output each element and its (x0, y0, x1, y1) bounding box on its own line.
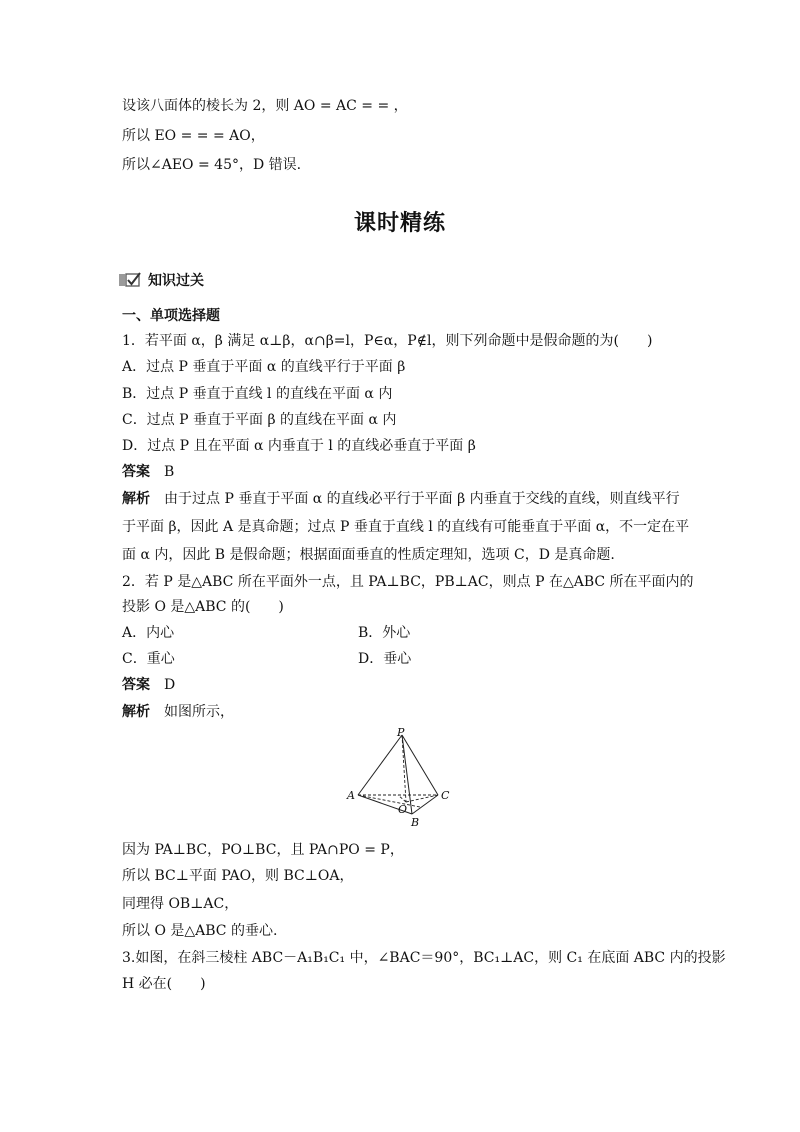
answer-label: 答案 (122, 677, 150, 693)
q2-proof-line-3: 同理得 OB⊥AC， (122, 896, 239, 912)
label-p: P (397, 727, 405, 739)
q1-analysis-line-3: 面 α 内，因此 B 是假命题；根据面面垂直的性质定理知，选项 C，D 是真命题. (122, 547, 615, 563)
analysis-text: 由于过点 P 垂直于平面 α 的直线必平行于平面 β 内垂直于交线的直线，则直线平行 (164, 491, 680, 507)
analysis-label: 解析 (122, 704, 150, 720)
q3-stem-line-2: H 必在( ) (122, 976, 206, 992)
edge-pc (402, 735, 438, 795)
checkbox-icon (118, 272, 142, 288)
q1-option-b: B．过点 P 垂直于直线 l 的直线在平面 α 内 (122, 386, 393, 402)
q2-stem-line-1: 2．若 P 是△ABC 所在平面外一点，且 PA⊥BC，PB⊥AC，则点 P 在△ABC 所在平面内的 (122, 574, 694, 590)
page-title: 课时精练 (353, 211, 446, 236)
q3-stem-line-1: 3.如图，在斜三棱柱 ABC－A₁B₁C₁ 中，∠BAC＝90°，BC₁⊥AC，则 C₁ 在底面 ABC 内的投影 (122, 950, 726, 966)
label-o: O (398, 803, 408, 816)
section-label: 知识过关 (148, 273, 204, 289)
intro-line-3: 所以∠AEO = 45°，D 错误. (122, 157, 302, 173)
tetrahedron-figure (346, 727, 452, 830)
label-b: B (411, 816, 420, 829)
q2-proof-line-1: 因为 PA⊥BC，PO⊥BC，且 PA∩PO = P， (122, 842, 404, 858)
line-bo (398, 795, 406, 802)
q1-option-c: C．过点 P 垂直于平面 β 的直线在平面 α 内 (122, 412, 397, 428)
q1-analysis-line-2: 于平面 β，因此 A 是真命题；过点 P 垂直于直线 l 的直线有可能垂直于平面 α，不一定在平 (122, 519, 690, 535)
label-c: C (441, 789, 450, 802)
q2-option-d: D．垂心 (358, 651, 412, 667)
q2-analysis (122, 702, 234, 722)
subsection-heading: 一、单项选择题 (122, 308, 220, 324)
q2-proof-line-2: 所以 BC⊥平面 PAO，则 BC⊥OA， (122, 868, 354, 884)
answer-label: 答案 (122, 464, 150, 480)
q1-answer (122, 462, 174, 482)
analysis-label: 解析 (122, 491, 150, 507)
q1-analysis-line-1 (122, 489, 680, 509)
edge-bc (412, 795, 438, 814)
q1-option-d: D．过点 P 且在平面 α 内垂直于 l 的直线必垂直于平面 β (122, 438, 476, 454)
q2-option-c: C．重心 (122, 651, 175, 667)
q2-stem-line-2: 投影 O 是△ABC 的( ) (122, 599, 284, 615)
answer-value: B (164, 464, 175, 480)
q2-answer (122, 675, 175, 695)
edge-po (402, 735, 406, 802)
section-heading (118, 270, 204, 290)
q1-option-a: A．过点 P 垂直于平面 α 的直线平行于平面 β (122, 359, 406, 375)
q2-option-b: B．外心 (358, 625, 411, 641)
answer-value: D (164, 677, 176, 693)
q1-stem: 1．若平面 α，β 满足 α⊥β，α∩β=l，P∈α，P∉l，则下列命题中是假命题的为( ) (122, 333, 653, 349)
edge-pa (358, 735, 402, 795)
intro-line-1: 设该八面体的棱长为 2，则 AO = AC = = ， (122, 98, 408, 114)
q2-option-a: A．内心 (122, 625, 175, 641)
analysis-text: 如图所示， (164, 704, 234, 720)
q2-proof-line-4: 所以 O 是△ABC 的垂心. (122, 923, 278, 939)
intro-line-2: 所以 EO = = = AO， (122, 128, 265, 144)
label-a: A (347, 789, 355, 802)
